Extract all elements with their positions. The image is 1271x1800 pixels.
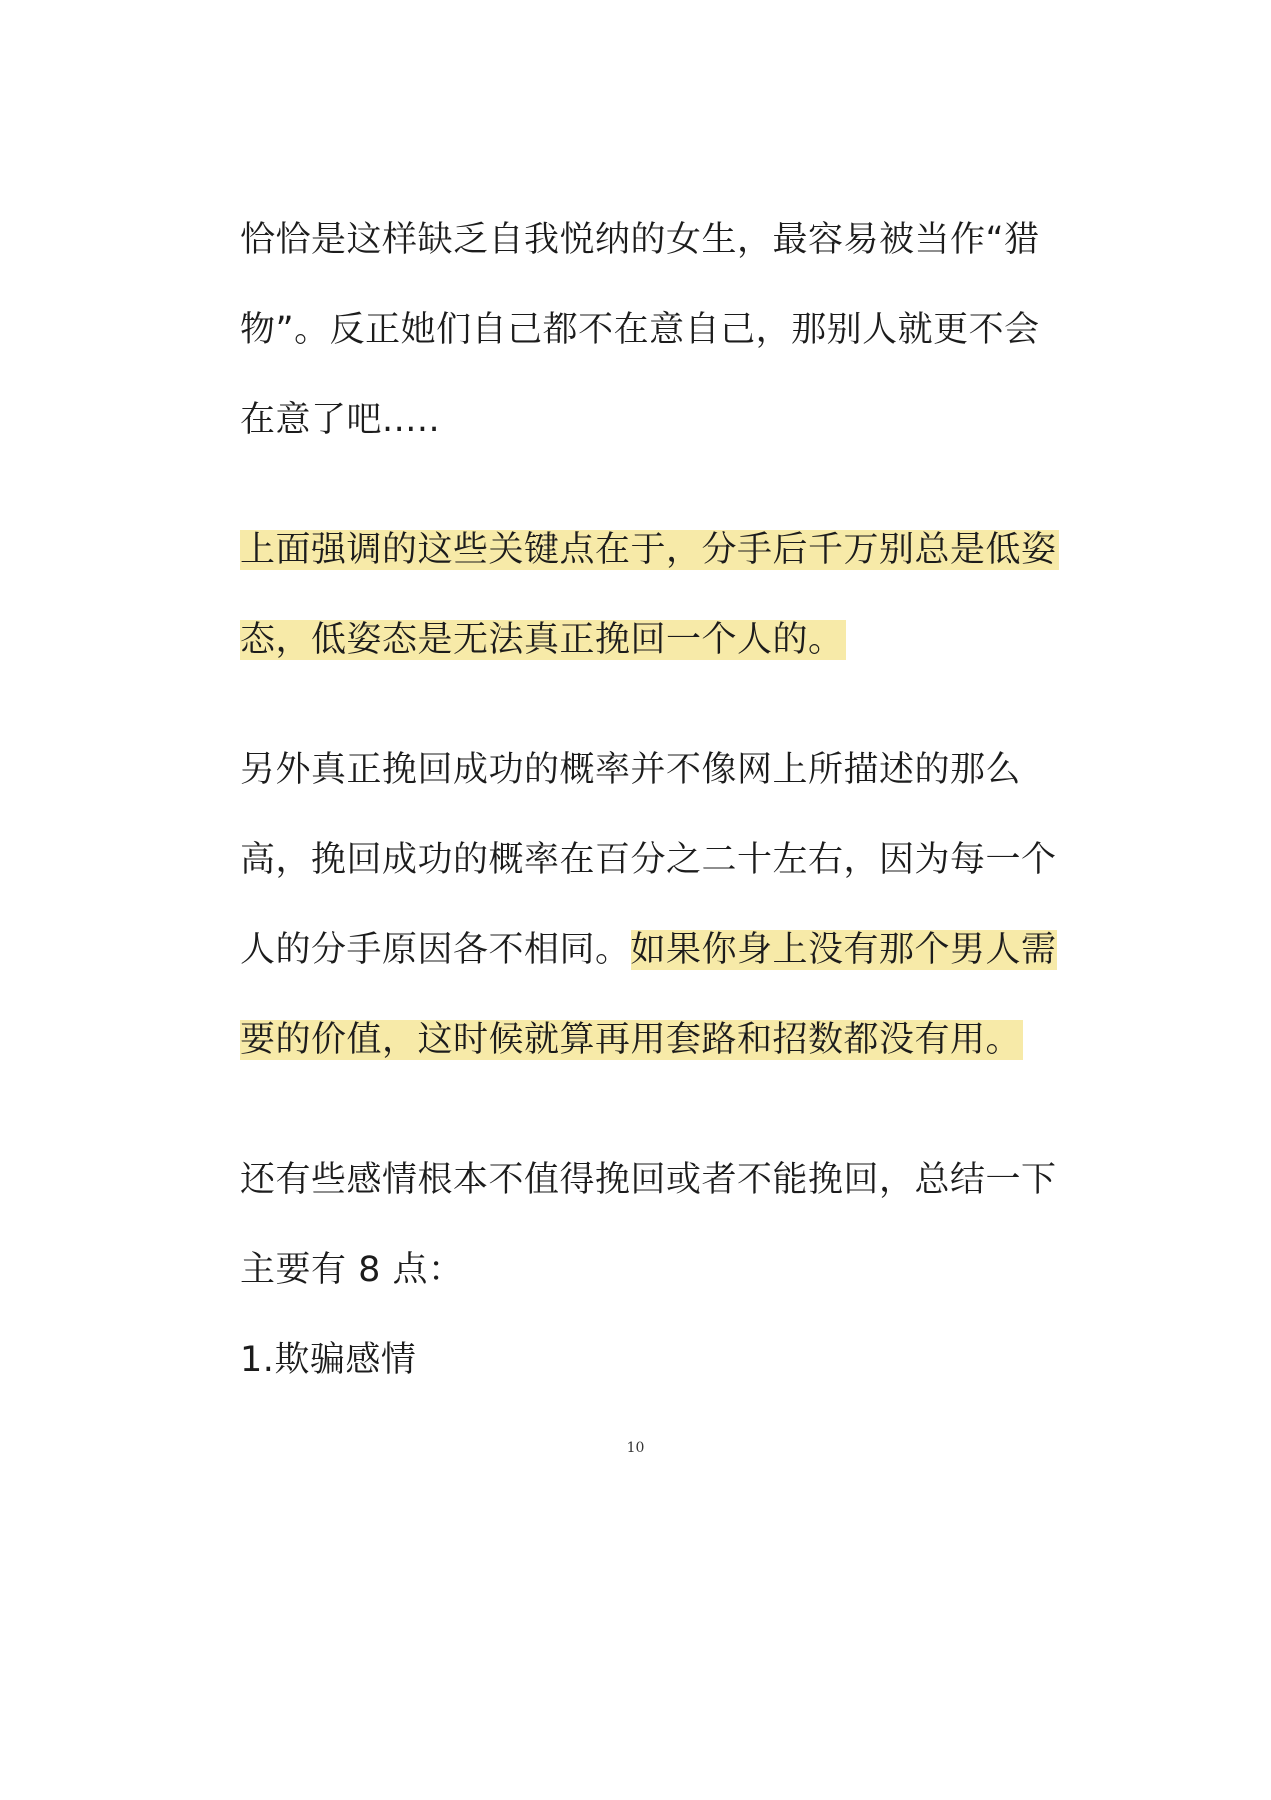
paragraph-1-line-3: 在意了吧..... [240, 400, 441, 440]
paragraph-3-line-4 [240, 1010, 1023, 1070]
plain-text-span: 人的分手原因各不相同。 [240, 930, 631, 970]
paragraph-3-line-2: 高，挽回成功的概率在百分之二十左右，因为每一个 [240, 840, 1057, 880]
paragraph-1-line-2: 物”。反正她们自己都不在意自己，那别人就更不会 [240, 310, 1040, 350]
highlight-span: 要的价值，这时候就算再用套路和招数都没有用。 [240, 1020, 1022, 1060]
highlighted-paragraph-2-line-2 [240, 610, 846, 670]
list-item-1: 1.欺骗感情 [240, 1340, 417, 1380]
paragraph-3-line-1: 另外真正挽回成功的概率并不像网上所描述的那么 [240, 750, 1022, 790]
paragraph-4-line-2: 主要有 8 点： [240, 1250, 464, 1290]
paragraph-3-line-3 [240, 920, 1057, 980]
highlight-span: 上面强调的这些关键点在于，分手后千万别总是低姿 [240, 530, 1057, 570]
highlight-span: 态，低姿态是无法真正挽回一个人的。 [240, 620, 844, 660]
paragraph-4-line-1: 还有些感情根本不值得挽回或者不能挽回，总结一下 [240, 1160, 1057, 1200]
page-number: 10 [626, 1440, 645, 1456]
highlight-span: 如果你身上没有那个男人需 [630, 930, 1057, 970]
highlighted-paragraph-2-line-1 [240, 520, 1059, 580]
paragraph-1-line-1: 恰恰是这样缺乏自我悦纳的女生，最容易被当作“猎 [240, 220, 1040, 260]
